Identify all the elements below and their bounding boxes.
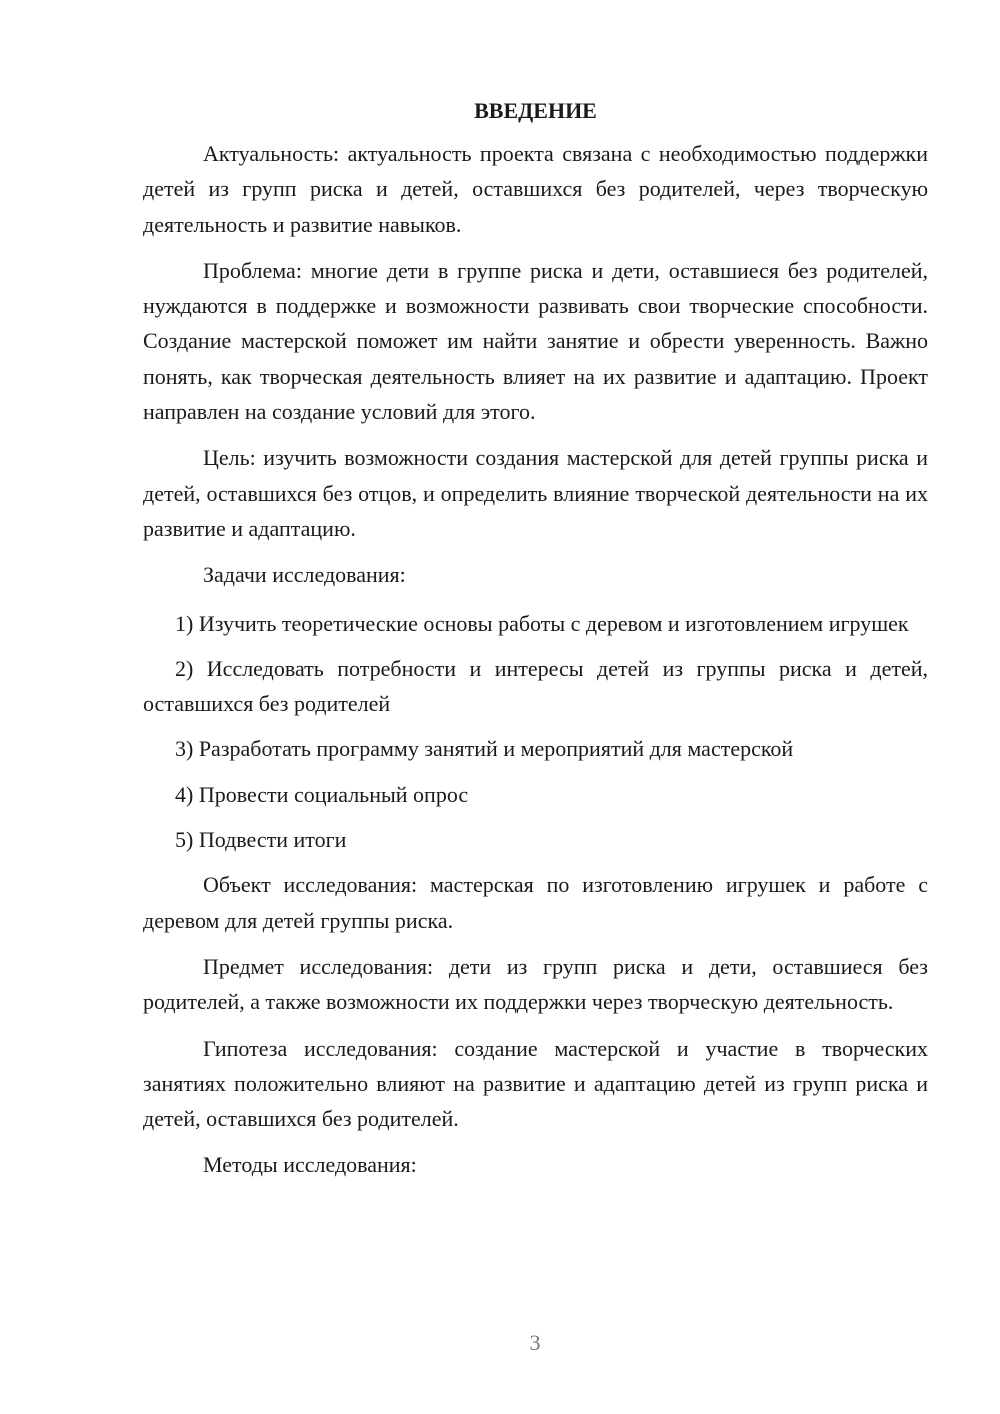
task-item-3: 3) Разработать программу занятий и мероприятий для мастерской [175,736,794,762]
document-page [143,96,928,1196]
task-item-4: 4) Провести социальный опрос [175,781,469,807]
page-title: ВВЕДЕНИЕ [474,98,597,123]
task-item-1: 1) Изучить теоретические основы работы с деревом и изготовлением игрушек [175,610,909,636]
hypothesis-paragraph: Гипотеза исследования: создание мастерской и участие в творческих занятиях положительно влияют на развитие и адаптацию детей из групп риска и детей, оставшихся без родителей. [143,1035,928,1132]
tasks-title: Задачи исследования: [203,562,406,588]
subject-paragraph: Предмет исследования: дети из групп риска и дети, оставшиеся без родителей, а также возможности их поддержки через творческую деятельность. [143,953,928,1015]
task-item-2: 2) Исследовать потребности и интересы детей из группы риска и детей, оставшихся без родителей [143,655,928,717]
page-number: 3 [529,1330,541,1355]
object-paragraph: Объект исследования: мастерская по изготовлению игрушек и работе с деревом для детей группы риска. [143,872,928,933]
methods-title: Методы исследования: [203,1152,417,1178]
problem-paragraph: Проблема: многие дети в группе риска и дети, оставшиеся без родителей, нуждаются в поддержке и возможности развивать свои творческие способности. Создание мастерской поможет им найти занятие и обрести уверенность. Важно понять, как творческая деятельность влияет на их развитие и адаптацию. Проект направлен на создание условий для этого. [143,257,928,425]
relevance-paragraph: Актуальность: актуальность проекта связана с необходимостью поддержки детей из групп риска и детей, оставшихся без родителей, через творческую деятельность и развитие навыков. [143,141,928,237]
goal-paragraph: Цель: изучить возможности создания мастерской для детей группы риска и детей, оставшихся без отцов, и определить влияние творческой деятельности на их развитие и адаптацию. [143,445,928,541]
task-item-5: 5) Подвести итоги [175,827,347,853]
